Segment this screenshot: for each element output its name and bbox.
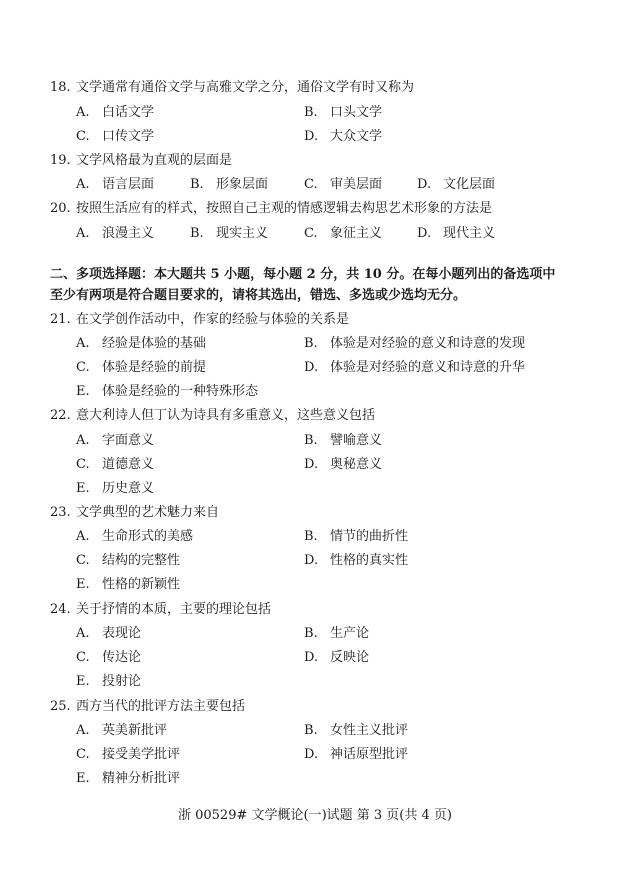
q18-option-b: B. 口头文学	[304, 105, 383, 120]
q25-option-a: A. 英美新批评	[76, 723, 168, 738]
q25-option-b: B. 女性主义批评	[304, 723, 409, 738]
q19-option-a: A. 语言层面	[76, 177, 155, 192]
section-2-heading: 二、多项选择题：本大题共 5 小题，每小题 2 分，共 10 分。在每小题列出的备选项中 至少有两项是符合题目要求的，请将其选出，错选、多选或少选均无分。	[50, 267, 556, 303]
q22-option-b: B. 譬喻意义	[304, 433, 383, 448]
q23-option-b: B. 情节的曲折性	[304, 529, 409, 544]
q19-option-b: B. 形象层面	[190, 177, 269, 192]
q22-option-c: C. 道德意义	[76, 457, 155, 472]
q20-option-b: B. 现实主义	[190, 226, 269, 241]
question-21-stem: 21. 在文学创作活动中，作家的经验与体验的关系是	[50, 312, 350, 327]
q25-option-e: E. 精神分析批评	[76, 771, 181, 786]
q24-option-e: E. 投射论	[76, 674, 142, 689]
q23-option-a: A. 生命形式的美感	[76, 529, 194, 544]
question-25-stem: 25. 西方当代的批评方法主要包括	[50, 699, 246, 714]
q20-option-d: D. 现代主义	[417, 226, 496, 241]
q24-option-c: C. 传达论	[76, 650, 142, 665]
q23-option-d: D. 性格的真实性	[304, 553, 409, 568]
q24-option-a: A. 表现论	[76, 626, 142, 641]
q19-option-c: C. 审美层面	[304, 177, 383, 192]
q20-option-a: A. 浪漫主义	[76, 226, 155, 241]
q25-option-d: D. 神话原型批评	[304, 747, 409, 762]
q21-option-b: B. 体验是对经验的意义和诗意的发现	[304, 336, 526, 351]
q21-option-d: D. 体验是对经验的意义和诗意的升华	[304, 360, 526, 375]
question-19-stem: 19. 文学风格最为直观的层面是	[50, 153, 233, 168]
q19-option-d: D. 文化层面	[417, 177, 496, 192]
q23-option-e: E. 性格的新颖性	[76, 577, 181, 592]
q18-option-a: A. 白话文学	[76, 105, 155, 120]
question-23-stem: 23. 文学典型的艺术魅力来自	[50, 505, 220, 520]
q20-option-c: C. 象征主义	[304, 226, 383, 241]
q25-option-c: C. 接受美学批评	[76, 747, 181, 762]
q22-option-d: D. 奥秘意义	[304, 457, 383, 472]
q21-option-e: E. 体验是经验的一种特殊形态	[76, 384, 259, 399]
question-18-stem: 18. 文学通常有通俗文学与高雅文学之分，通俗文学有时又称为	[50, 80, 415, 95]
q21-option-c: C. 体验是经验的前提	[76, 360, 207, 375]
q23-option-c: C. 结构的完整性	[76, 553, 181, 568]
page-footer: 浙 00529# 文学概论(一)试题 第 3 页(共 4 页)	[177, 808, 452, 823]
q21-option-a: A. 经验是体验的基础	[76, 336, 207, 351]
question-22-stem: 22. 意大利诗人但丁认为诗具有多重意义，这些意义包括	[50, 408, 376, 423]
q22-option-a: A. 字面意义	[76, 433, 155, 448]
q22-option-e: E. 历史意义	[76, 481, 155, 496]
q24-option-b: B. 生产论	[304, 626, 370, 641]
q18-option-d: D. 大众文学	[304, 129, 383, 144]
q24-option-d: D. 反映论	[304, 650, 370, 665]
question-20-stem: 20. 按照生活应有的样式，按照自己主观的情感逻辑去构思艺术形象的方法是	[50, 201, 493, 216]
q18-option-c: C. 口传文学	[76, 129, 155, 144]
question-24-stem: 24. 关于抒情的本质，主要的理论包括	[50, 602, 272, 617]
